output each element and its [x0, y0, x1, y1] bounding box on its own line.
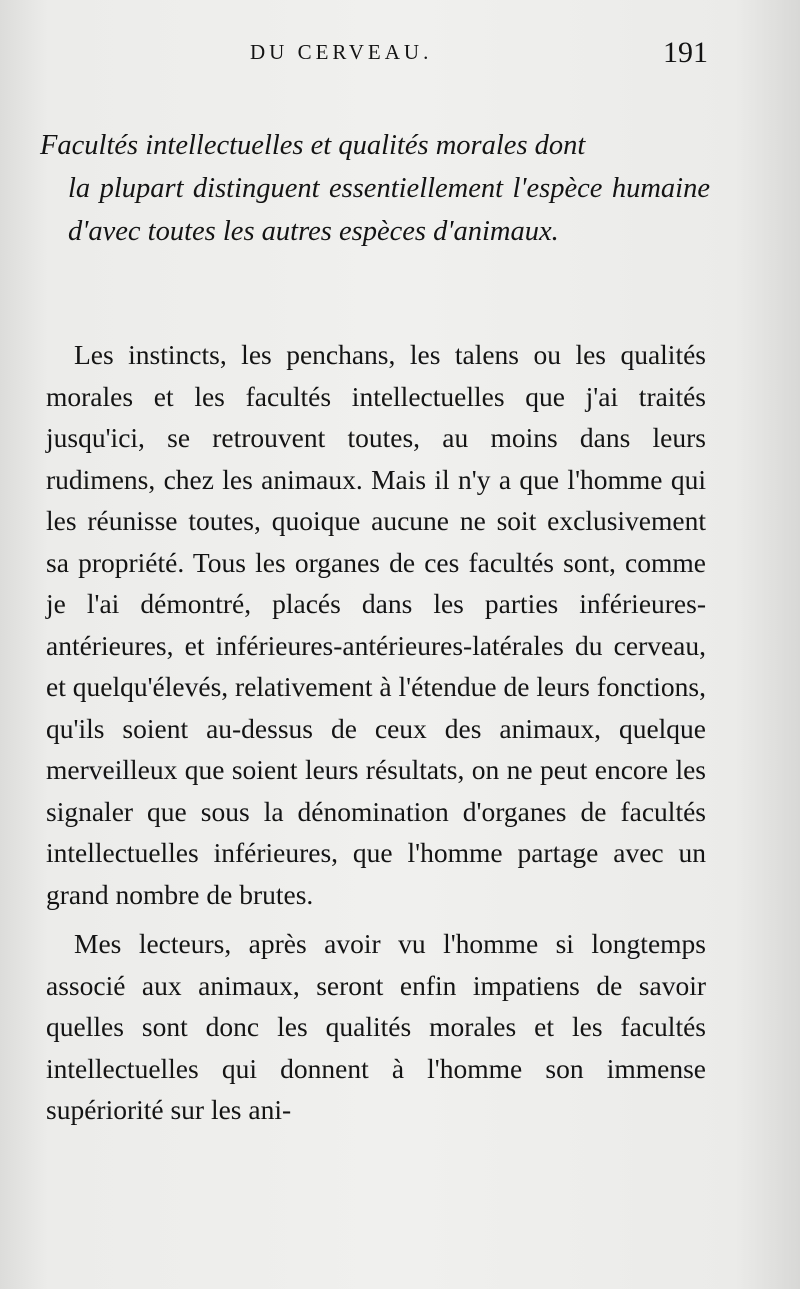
section-heading-line1: Facultés intellectuelles et qualités morales dont	[40, 130, 586, 161]
paragraph-2: Mes lecteurs, après avoir vu l'homme si longtemps associé aux animaux, seront enfin impatiens de savoir quelles sont donc les qualités morales et les facultés intellectuelles qui donnent à l'homme son immense supériorité sur les ani-	[46, 928, 706, 1125]
section-heading-continuation: la plupart distinguent essentiellement l'espèce humaine d'avec toutes les autres espèces d'animaux.	[68, 173, 710, 247]
running-head: DU CERVEAU.	[250, 40, 433, 64]
section-heading	[40, 124, 710, 253]
page-header	[0, 36, 800, 80]
paragraph-1: Les instincts, les penchans, les talens ou les qualités morales et les facultés intellectuelles que j'ai traités jusqu'ici, se retrouvent toutes, au moins dans leurs rudimens, chez les animaux. Mais il n'y a que l'homme qui les réunisse toutes, quoique aucune ne soit exclusivement sa propriété. Tous les organes de ces facultés sont, comme je l'ai démontré, placés dans les parties inférieures-antérieures, et inférieures-antérieures-latérales du cerveau, et quelqu'élevés, relativement à l'étendue de leurs fonctions, qu'ils soient au-dessus de ceux des animaux, quelque merveilleux que soient leurs résultats, on ne peut encore les signaler que sous la dénomination d'organes de facultés intellectuelles inférieures, que l'homme partage avec un grand nombre de brutes.	[46, 339, 706, 910]
body-text	[46, 334, 706, 1131]
page-number: 191	[663, 36, 708, 69]
